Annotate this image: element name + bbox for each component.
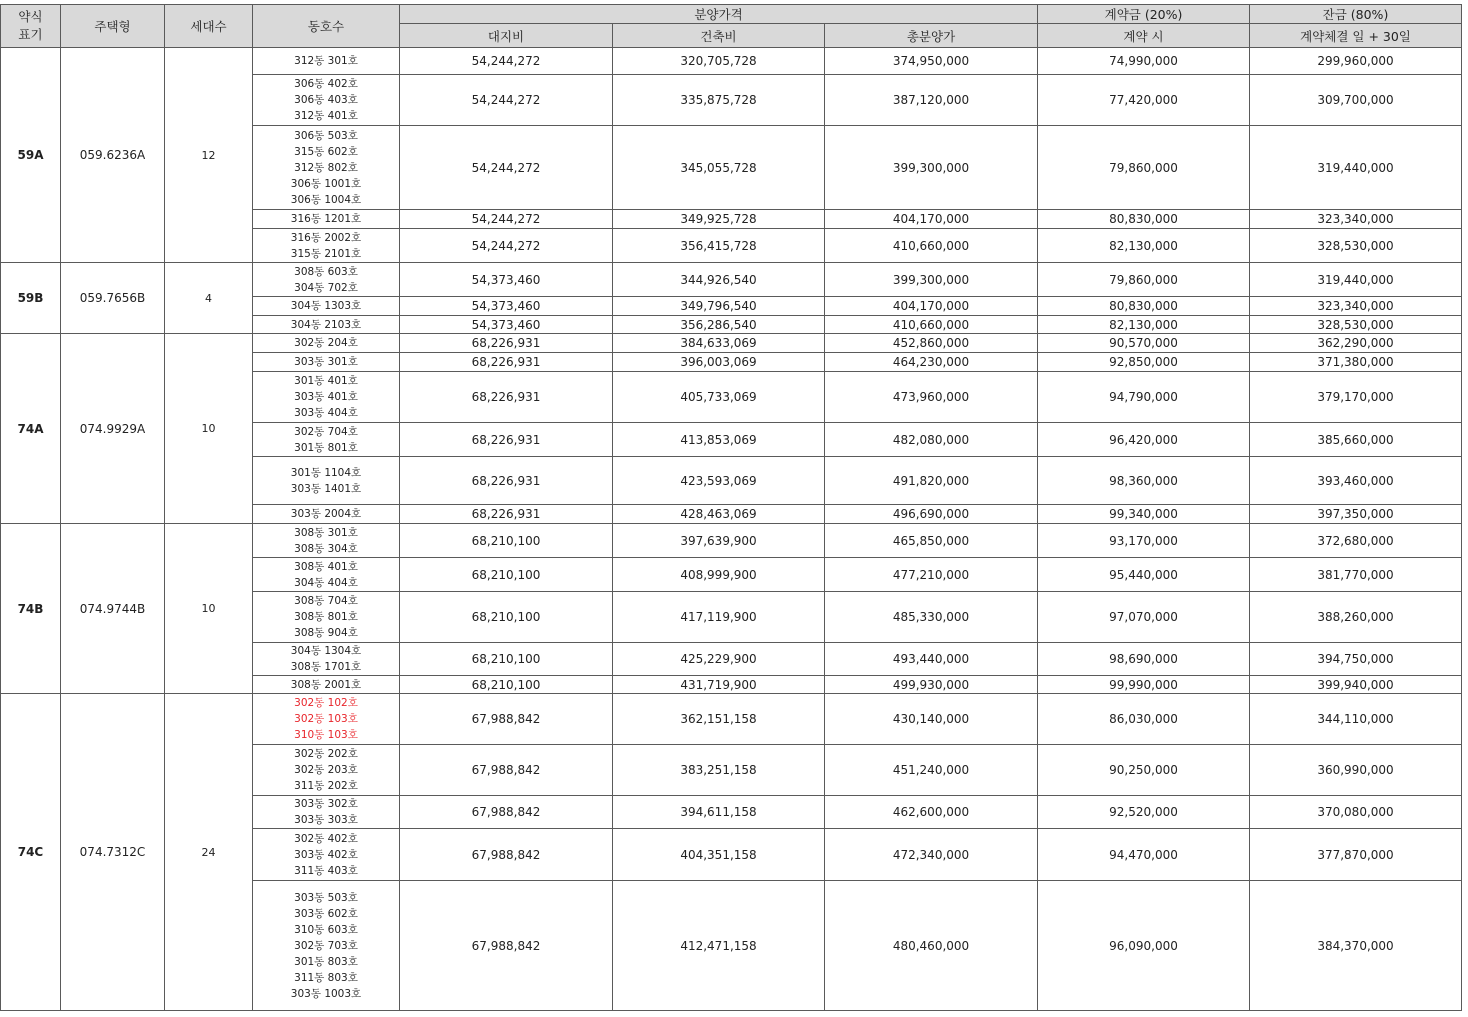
land-cost-cell: 67,988,842 (400, 881, 613, 1011)
header-balance: 잔금 (80%) (1250, 5, 1462, 24)
build-cost-cell: 356,415,728 (613, 229, 825, 263)
unit-number: 311동 202호 (294, 780, 358, 792)
unit-number: 304동 1304호 (290, 645, 362, 657)
unit-number: 308동 304호 (294, 542, 358, 555)
housing-type-cell: 059.7656B (61, 263, 165, 334)
land-cost-cell: 54,373,460 (400, 316, 613, 334)
deposit-cell: 99,340,000 (1038, 505, 1250, 524)
household-count-cell: 10 (165, 524, 253, 694)
unit-number: 312동 401호 (294, 110, 358, 122)
total-price-cell: 451,240,000 (825, 745, 1038, 796)
land-cost-cell: 68,210,100 (400, 676, 613, 694)
unit-number: 301동 1104호 (290, 466, 362, 479)
housing-type-cell: 074.9929A (61, 334, 165, 524)
unit-numbers-cell (253, 48, 400, 75)
header-abbr: 약식 표기 (1, 5, 61, 48)
build-cost-cell: 362,151,158 (613, 694, 825, 745)
unit-numbers-cell (253, 829, 400, 881)
unit-number: 311동 803호 (294, 971, 358, 984)
balance-cell: 381,770,000 (1250, 558, 1462, 592)
unit-numbers-cell (253, 229, 400, 263)
header-household-count: 세대수 (165, 5, 253, 48)
unit-number: 308동 603호 (294, 265, 358, 278)
build-cost-cell: 320,705,728 (613, 48, 825, 75)
land-cost-cell: 68,226,931 (400, 334, 613, 353)
unit-number: 303동 303호 (294, 814, 358, 826)
balance-cell: 371,380,000 (1250, 353, 1462, 372)
total-price-cell: 499,930,000 (825, 676, 1038, 694)
unit-number: 302동 703호 (294, 939, 358, 952)
deposit-cell: 98,360,000 (1038, 457, 1250, 505)
total-price-cell: 404,170,000 (825, 210, 1038, 229)
header-sale-price: 분양가격 (400, 5, 1038, 24)
land-cost-cell: 67,988,842 (400, 745, 613, 796)
unit-number: 301동 803호 (294, 955, 358, 968)
deposit-cell: 93,170,000 (1038, 524, 1250, 558)
balance-cell: 309,700,000 (1250, 75, 1462, 126)
total-price-cell: 472,340,000 (825, 829, 1038, 881)
unit-number: 306동 402호 (294, 78, 358, 90)
deposit-cell: 99,990,000 (1038, 676, 1250, 694)
deposit-cell: 95,440,000 (1038, 558, 1250, 592)
total-price-cell: 496,690,000 (825, 505, 1038, 524)
land-cost-cell: 54,373,460 (400, 263, 613, 297)
total-price-cell: 410,660,000 (825, 316, 1038, 334)
table-row (1, 694, 1462, 745)
total-price-cell: 404,170,000 (825, 297, 1038, 316)
balance-cell: 362,290,000 (1250, 334, 1462, 353)
header-land-cost: 대지비 (400, 24, 613, 48)
unit-number: 302동 402호 (294, 832, 358, 845)
total-price-cell: 387,120,000 (825, 75, 1038, 126)
unit-number: 302동 204호 (294, 337, 358, 349)
total-price-cell: 464,230,000 (825, 353, 1038, 372)
unit-numbers-cell (253, 210, 400, 229)
total-price-cell: 462,600,000 (825, 796, 1038, 829)
deposit-cell: 97,070,000 (1038, 592, 1250, 643)
unit-numbers-cell (253, 353, 400, 372)
household-count-cell: 4 (165, 263, 253, 334)
build-cost-cell: 405,733,069 (613, 372, 825, 423)
build-cost-cell: 408,999,900 (613, 558, 825, 592)
total-price-cell: 493,440,000 (825, 643, 1038, 676)
unit-numbers-cell (253, 263, 400, 297)
land-cost-cell: 68,226,931 (400, 372, 613, 423)
land-cost-cell: 54,244,272 (400, 210, 613, 229)
type-abbr-cell: 74A (1, 334, 61, 524)
unit-number: 303동 301호 (294, 356, 358, 368)
build-cost-cell: 431,719,900 (613, 676, 825, 694)
total-price-cell: 480,460,000 (825, 881, 1038, 1011)
deposit-cell: 92,520,000 (1038, 796, 1250, 829)
unit-numbers-cell (253, 316, 400, 334)
land-cost-cell: 68,226,931 (400, 353, 613, 372)
deposit-cell: 94,790,000 (1038, 372, 1250, 423)
unit-numbers-cell (253, 457, 400, 505)
unit-number: 303동 1401호 (290, 482, 362, 495)
type-abbr-cell: 74B (1, 524, 61, 694)
unit-numbers-cell (253, 694, 400, 745)
deposit-cell: 90,250,000 (1038, 745, 1250, 796)
unit-numbers-cell (253, 881, 400, 1011)
unit-number: 308동 401호 (294, 560, 358, 573)
unit-numbers-cell (253, 676, 400, 694)
balance-cell: 372,680,000 (1250, 524, 1462, 558)
header-housing-type: 주택형 (61, 5, 165, 48)
unit-number: 315동 602호 (294, 145, 358, 158)
unit-number: 308동 301호 (294, 526, 358, 539)
household-count-cell: 10 (165, 334, 253, 524)
total-price-cell: 430,140,000 (825, 694, 1038, 745)
land-cost-cell: 68,226,931 (400, 457, 613, 505)
unit-number: 301동 801호 (294, 441, 358, 454)
total-price-cell: 477,210,000 (825, 558, 1038, 592)
unit-number: 312동 802호 (294, 161, 358, 174)
unit-numbers-cell (253, 643, 400, 676)
land-cost-cell: 68,210,100 (400, 524, 613, 558)
unit-number: 304동 2103호 (290, 318, 362, 331)
land-cost-cell: 68,210,100 (400, 592, 613, 643)
build-cost-cell: 349,796,540 (613, 297, 825, 316)
unit-number: 306동 1001호 (290, 177, 362, 190)
build-cost-cell: 335,875,728 (613, 75, 825, 126)
unit-number: 306동 503호 (294, 129, 358, 142)
balance-cell: 397,350,000 (1250, 505, 1462, 524)
total-price-cell: 465,850,000 (825, 524, 1038, 558)
land-cost-cell: 67,988,842 (400, 829, 613, 881)
build-cost-cell: 344,926,540 (613, 263, 825, 297)
unit-number: 301동 401호 (294, 375, 358, 387)
balance-cell: 328,530,000 (1250, 316, 1462, 334)
build-cost-cell: 413,853,069 (613, 423, 825, 457)
build-cost-cell: 384,633,069 (613, 334, 825, 353)
build-cost-cell: 383,251,158 (613, 745, 825, 796)
unit-number: 310동 603호 (294, 923, 358, 936)
unit-number: 303동 1003호 (290, 987, 362, 1000)
type-abbr-cell: 74C (1, 694, 61, 1011)
total-price-cell: 399,300,000 (825, 126, 1038, 210)
header-build-cost: 건축비 (613, 24, 825, 48)
total-price-cell: 452,860,000 (825, 334, 1038, 353)
total-price-cell: 410,660,000 (825, 229, 1038, 263)
build-cost-cell: 428,463,069 (613, 505, 825, 524)
header-deposit-timing: 계약 시 (1038, 24, 1250, 48)
unit-number: 308동 2001호 (290, 678, 362, 691)
unit-number: 303동 602호 (294, 907, 358, 920)
deposit-cell: 92,850,000 (1038, 353, 1250, 372)
table-body (1, 48, 1462, 1011)
unit-numbers-cell (253, 334, 400, 353)
build-cost-cell: 396,003,069 (613, 353, 825, 372)
household-count-cell: 24 (165, 694, 253, 1011)
land-cost-cell: 68,226,931 (400, 505, 613, 524)
land-cost-cell: 54,244,272 (400, 126, 613, 210)
household-count-cell: 12 (165, 48, 253, 263)
unit-numbers-cell (253, 796, 400, 829)
unit-numbers-cell (253, 372, 400, 423)
price-table-container (0, 4, 1462, 1011)
unit-numbers-cell (253, 126, 400, 210)
land-cost-cell: 68,226,931 (400, 423, 613, 457)
deposit-cell: 86,030,000 (1038, 694, 1250, 745)
type-abbr-cell: 59B (1, 263, 61, 334)
total-price-cell: 485,330,000 (825, 592, 1038, 643)
deposit-cell: 82,130,000 (1038, 229, 1250, 263)
build-cost-cell: 397,639,900 (613, 524, 825, 558)
balance-cell: 394,750,000 (1250, 643, 1462, 676)
deposit-cell: 94,470,000 (1038, 829, 1250, 881)
unit-number: 306동 1004호 (290, 193, 362, 206)
balance-cell: 328,530,000 (1250, 229, 1462, 263)
deposit-cell: 90,570,000 (1038, 334, 1250, 353)
deposit-cell: 77,420,000 (1038, 75, 1250, 126)
unit-number: 308동 801호 (294, 611, 358, 623)
unit-number: 302동 704호 (294, 425, 358, 438)
unit-number: 303동 404호 (294, 407, 358, 419)
balance-cell: 360,990,000 (1250, 745, 1462, 796)
build-cost-cell: 425,229,900 (613, 643, 825, 676)
balance-cell: 384,370,000 (1250, 881, 1462, 1011)
build-cost-cell: 394,611,158 (613, 796, 825, 829)
deposit-cell: 79,860,000 (1038, 126, 1250, 210)
unit-number: 308동 904호 (294, 627, 358, 639)
balance-cell: 319,440,000 (1250, 126, 1462, 210)
unit-numbers-cell (253, 524, 400, 558)
unit-number: 302동 202호 (294, 748, 358, 760)
housing-type-cell: 074.7312C (61, 694, 165, 1011)
deposit-cell: 80,830,000 (1038, 210, 1250, 229)
unit-number: 303동 401호 (294, 391, 358, 403)
build-cost-cell: 423,593,069 (613, 457, 825, 505)
land-cost-cell: 68,210,100 (400, 643, 613, 676)
unit-number: 308동 1701호 (290, 661, 362, 673)
table-row (1, 48, 1462, 75)
unit-number: 302동 203호 (294, 764, 358, 776)
unit-number: 311동 403호 (294, 864, 358, 877)
unit-number: 303동 503호 (294, 891, 358, 904)
balance-cell: 370,080,000 (1250, 796, 1462, 829)
balance-cell: 344,110,000 (1250, 694, 1462, 745)
unit-number: 306동 403호 (294, 94, 358, 106)
land-cost-cell: 68,210,100 (400, 558, 613, 592)
build-cost-cell: 412,471,158 (613, 881, 825, 1011)
balance-cell: 379,170,000 (1250, 372, 1462, 423)
balance-cell: 385,660,000 (1250, 423, 1462, 457)
deposit-cell: 74,990,000 (1038, 48, 1250, 75)
balance-cell: 299,960,000 (1250, 48, 1462, 75)
unit-number: 303동 2004호 (290, 508, 362, 520)
land-cost-cell: 54,244,272 (400, 229, 613, 263)
unit-number: 315동 2101호 (290, 247, 362, 260)
land-cost-cell: 54,244,272 (400, 48, 613, 75)
balance-cell: 323,340,000 (1250, 297, 1462, 316)
balance-cell: 399,940,000 (1250, 676, 1462, 694)
unit-number: 303동 402호 (294, 848, 358, 861)
build-cost-cell: 417,119,900 (613, 592, 825, 643)
unit-numbers-cell (253, 75, 400, 126)
deposit-cell: 80,830,000 (1038, 297, 1250, 316)
unit-number: 312동 301호 (294, 55, 358, 67)
unit-number: 308동 704호 (294, 595, 358, 607)
build-cost-cell: 345,055,728 (613, 126, 825, 210)
land-cost-cell: 54,373,460 (400, 297, 613, 316)
unit-number: 302동 103호 (294, 713, 358, 725)
unit-number: 316동 2002호 (290, 231, 362, 244)
build-cost-cell: 349,925,728 (613, 210, 825, 229)
housing-type-cell: 074.9744B (61, 524, 165, 694)
unit-numbers-cell (253, 505, 400, 524)
balance-cell: 377,870,000 (1250, 829, 1462, 881)
balance-cell: 393,460,000 (1250, 457, 1462, 505)
total-price-cell: 399,300,000 (825, 263, 1038, 297)
table-row (1, 263, 1462, 297)
deposit-cell: 79,860,000 (1038, 263, 1250, 297)
deposit-cell: 82,130,000 (1038, 316, 1250, 334)
land-cost-cell: 54,244,272 (400, 75, 613, 126)
total-price-cell: 482,080,000 (825, 423, 1038, 457)
balance-cell: 388,260,000 (1250, 592, 1462, 643)
price-table (0, 4, 1462, 1011)
housing-type-cell: 059.6236A (61, 48, 165, 263)
unit-number: 303동 302호 (294, 798, 358, 810)
unit-number: 316동 1201호 (290, 213, 362, 225)
unit-number: 304동 702호 (294, 281, 358, 294)
balance-cell: 323,340,000 (1250, 210, 1462, 229)
total-price-cell: 374,950,000 (825, 48, 1038, 75)
deposit-cell: 98,690,000 (1038, 643, 1250, 676)
build-cost-cell: 356,286,540 (613, 316, 825, 334)
table-header (1, 5, 1462, 48)
header-balance-timing: 계약체결 일 + 30일 (1250, 24, 1462, 48)
unit-numbers-cell (253, 558, 400, 592)
total-price-cell: 473,960,000 (825, 372, 1038, 423)
unit-numbers-cell (253, 423, 400, 457)
unit-numbers-cell (253, 592, 400, 643)
unit-number: 304동 404호 (294, 576, 358, 589)
build-cost-cell: 404,351,158 (613, 829, 825, 881)
unit-number: 310동 103호 (294, 729, 358, 741)
total-price-cell: 491,820,000 (825, 457, 1038, 505)
unit-numbers-cell (253, 745, 400, 796)
unit-number: 304동 1303호 (290, 300, 362, 312)
land-cost-cell: 67,988,842 (400, 796, 613, 829)
header-total-price: 총분양가 (825, 24, 1038, 48)
type-abbr-cell: 59A (1, 48, 61, 263)
table-row (1, 524, 1462, 558)
header-unit-numbers: 동호수 (253, 5, 400, 48)
unit-numbers-cell (253, 297, 400, 316)
land-cost-cell: 67,988,842 (400, 694, 613, 745)
deposit-cell: 96,420,000 (1038, 423, 1250, 457)
header-deposit: 계약금 (20%) (1038, 5, 1250, 24)
balance-cell: 319,440,000 (1250, 263, 1462, 297)
unit-number: 302동 102호 (294, 697, 358, 709)
table-row (1, 334, 1462, 353)
deposit-cell: 96,090,000 (1038, 881, 1250, 1011)
